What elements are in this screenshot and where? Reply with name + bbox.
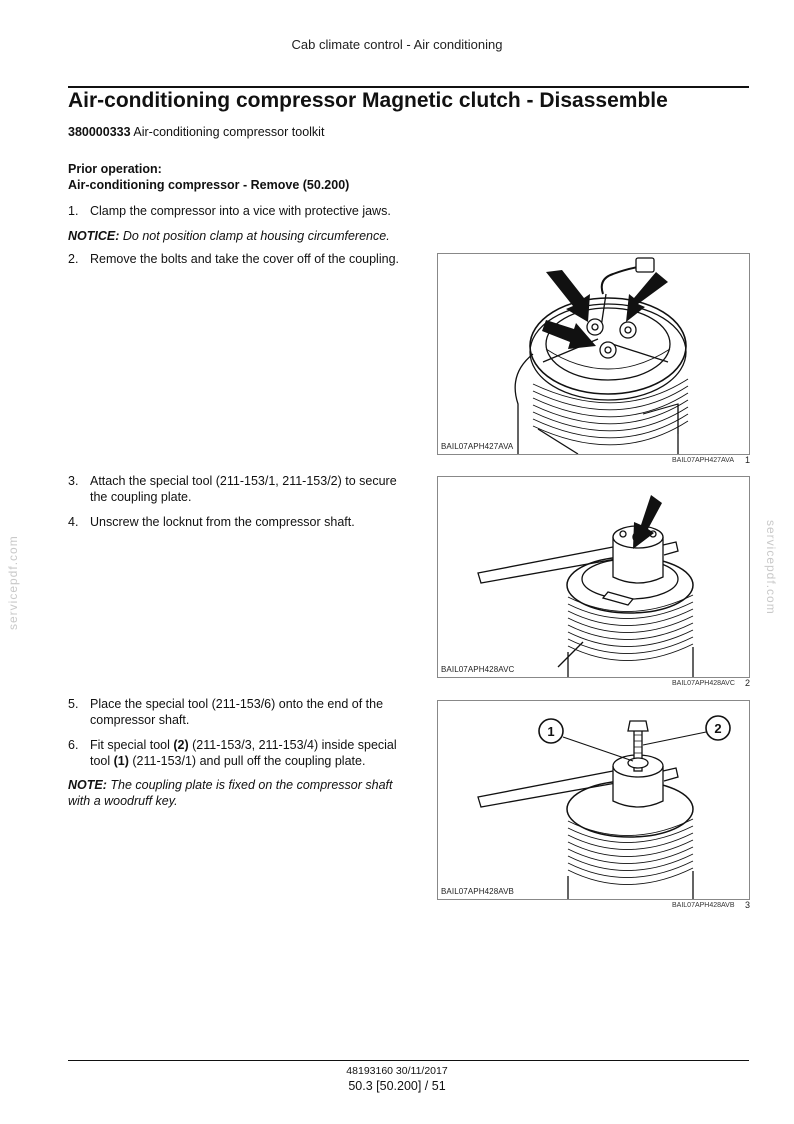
figure-1	[437, 253, 750, 455]
step-number: 4.	[68, 515, 79, 529]
figure-number: 3	[745, 900, 751, 910]
figure-number: 2	[745, 678, 751, 688]
figure-2	[437, 476, 750, 678]
notice-text: Do not position clamp at housing circumference.	[119, 229, 390, 243]
step-text: Fit special tool (2) (211-153/3, 211-153/4) inside special tool (1) (211-153/1) and pull off the coupling plate.	[90, 738, 397, 768]
step-text: Remove the bolts and take the cover off of the coupling.	[90, 252, 399, 266]
prior-heading: Prior operation:	[68, 162, 162, 176]
callout-2: 2	[714, 721, 722, 736]
step-text: Attach the special tool (211-153/1, 211-153/2) to secure the coupling plate.	[90, 474, 397, 504]
figure-caption-code: BAIL07APH428AVC	[672, 680, 735, 687]
puller-tool-illustration	[438, 701, 749, 899]
step-number: 1.	[68, 204, 79, 218]
figure-image-code: BAIL07APH428AVB	[441, 887, 514, 896]
step-number: 5.	[68, 697, 79, 711]
callout-1: 1	[547, 724, 555, 739]
footer-page-number: 50.3 [50.200] / 51	[348, 1079, 446, 1093]
toolkit-code: 380000333	[68, 125, 131, 139]
watermark-right: servicepdf.com	[764, 520, 778, 615]
step-number: 2.	[68, 252, 79, 266]
step-4	[68, 514, 410, 530]
prior-link[interactable]: Air-conditioning compressor - Remove (50.200)	[68, 178, 350, 192]
note	[68, 777, 413, 809]
step-2	[68, 251, 410, 267]
note-label: NOTE:	[68, 778, 107, 792]
watermark-left: servicepdf.com	[6, 535, 20, 630]
step-1	[68, 203, 410, 219]
page-title: Air-conditioning compressor Magnetic clutch - Disassemble	[68, 89, 668, 112]
footer-doc-ref: 48193160 30/11/2017	[346, 1065, 448, 1077]
step-6	[68, 737, 410, 769]
footer-rule	[68, 1060, 749, 1061]
step-text: Unscrew the locknut from the compressor shaft.	[90, 515, 355, 529]
step-5	[68, 696, 410, 728]
step-text: Clamp the compressor into a vice with protective jaws.	[90, 204, 391, 218]
figure-caption-code: BAIL07APH427AVA	[672, 457, 735, 464]
prior-operation	[68, 161, 349, 193]
tool-ref-2: (2)	[173, 738, 189, 752]
toolkit-label: Air-conditioning compressor toolkit	[133, 125, 325, 139]
step-number: 6.	[68, 738, 79, 752]
step-3	[68, 473, 410, 505]
header-rule	[68, 86, 749, 88]
figure-caption-code: BAIL07APH428AVB	[672, 902, 735, 909]
figure-image-code: BAIL07APH428AVC	[441, 665, 515, 674]
toolkit-line	[68, 125, 324, 139]
step-number: 3.	[68, 474, 79, 488]
notice-label: NOTICE:	[68, 229, 120, 243]
coupling-tool-illustration	[438, 477, 749, 677]
compressor-cover-illustration	[438, 254, 749, 454]
figure-image-code: BAIL07APH427AVA	[441, 442, 514, 451]
figure-3	[437, 700, 750, 900]
tool-ref-1: (1)	[113, 754, 129, 768]
running-header: Cab climate control - Air conditioning	[291, 37, 503, 52]
figure-number: 1	[745, 455, 751, 465]
notice	[68, 228, 413, 244]
note-text: The coupling plate is fixed on the compressor shaft with a woodruff key.	[68, 778, 393, 808]
step-text: Place the special tool (211-153/6) onto the end of the compressor shaft.	[90, 697, 384, 727]
